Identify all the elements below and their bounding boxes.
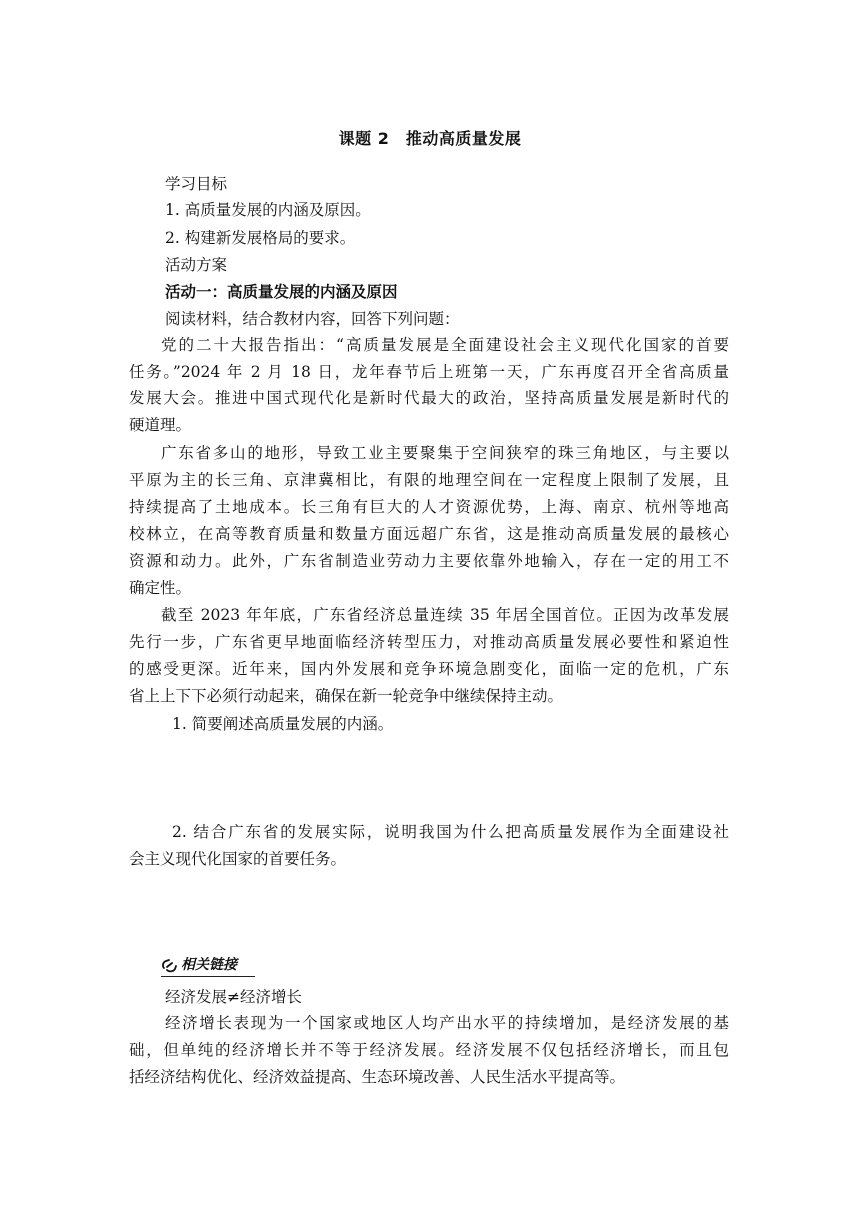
related-subtitle: 经济发展≠经济增长	[165, 988, 302, 1006]
para3-line-1: 截至 2023 年年底，广东省经济总量连续 35 年居全国首位。正因为改革发展	[161, 606, 729, 624]
para2-line-1: 广东省多山的地形，导致工业主要聚集于空间狭窄的珠三角地区，与主要以	[161, 444, 729, 462]
para2-line-2: 平原为主的长三角、京津冀相比，有限的地理空间在一定程度上限制了发展，且	[129, 471, 729, 489]
page-title: 课题 2 推动高质量发展	[338, 129, 522, 148]
plan-heading: 活动方案	[165, 256, 228, 274]
activity-intro: 阅读材料，结合教材内容，回答下列问题：	[165, 310, 460, 328]
question-2-line-2: 会主义现代化国家的首要任务。	[129, 850, 347, 868]
para2-line-5: 资源和动力。此外，广东省制造业劳动力主要依靠外地输入，存在一定的用工不	[129, 552, 729, 570]
related-link-header	[161, 955, 257, 977]
para2-line-3: 持续提高了土地成本。长三角有巨大的人才资源优势，上海、南京、杭州等地高	[129, 498, 729, 516]
para1-line-4: 硬道理。	[129, 416, 192, 434]
para3-line-3: 的感受更深。近年来，国内外发展和竞争环境急剧变化，面临一定的危机，广东	[129, 660, 729, 678]
goal-item-2: 2. 构建新发展格局的要求。	[165, 229, 356, 247]
para3-line-2: 先行一步，广东省更早地面临经济转型压力，对推动高质量发展必要性和紧迫性	[129, 633, 729, 651]
related-para-line-3: 括经济结构优化、经济效益提高、生态环境改善、人民生活水平提高等。	[129, 1068, 626, 1086]
question-2-line-1: 2. 结合广东省的发展实际，说明我国为什么把高质量发展作为全面建设社	[172, 823, 729, 841]
related-para-line-2: 础，但单纯的经济增长并不等于经济发展。经济发展不仅包括经济增长，而且包	[129, 1041, 729, 1059]
activity-heading: 活动一：高质量发展的内涵及原因	[165, 283, 398, 301]
question-1: 1. 简要阐述高质量发展的内涵。	[172, 715, 394, 733]
goal-item-1: 1. 高质量发展的内涵及原因。	[165, 201, 371, 219]
link-icon	[161, 957, 179, 975]
para3-line-4: 省上上下下必须行动起来，确保在新一轮竞争中继续保持主动。	[129, 687, 564, 705]
related-link-underline	[161, 976, 255, 977]
para1-line-3: 发展大会。推进中国式现代化是新时代最大的政治，坚持高质量发展是新时代的	[129, 389, 729, 407]
para1-line-1: 党的二十大报告指出：“高质量发展是全面建设社会主义现代化国家的首要	[161, 336, 729, 354]
related-para-line-1: 经济增长表现为一个国家或地区人均产出水平的持续增加，是经济发展的基	[165, 1014, 729, 1032]
related-link-label: 相关链接	[181, 957, 237, 973]
para1-line-2: 任务。”2024 年 2 月 18 日，龙年春节后上班第一天，广东再度召开全省高质量	[129, 363, 729, 381]
para2-line-4: 校林立，在高等教育质量和数量方面远超广东省，这是推动高质量发展的最核心	[129, 525, 729, 543]
para2-line-6: 确定性。	[129, 579, 192, 597]
goals-heading: 学习目标	[165, 175, 228, 193]
